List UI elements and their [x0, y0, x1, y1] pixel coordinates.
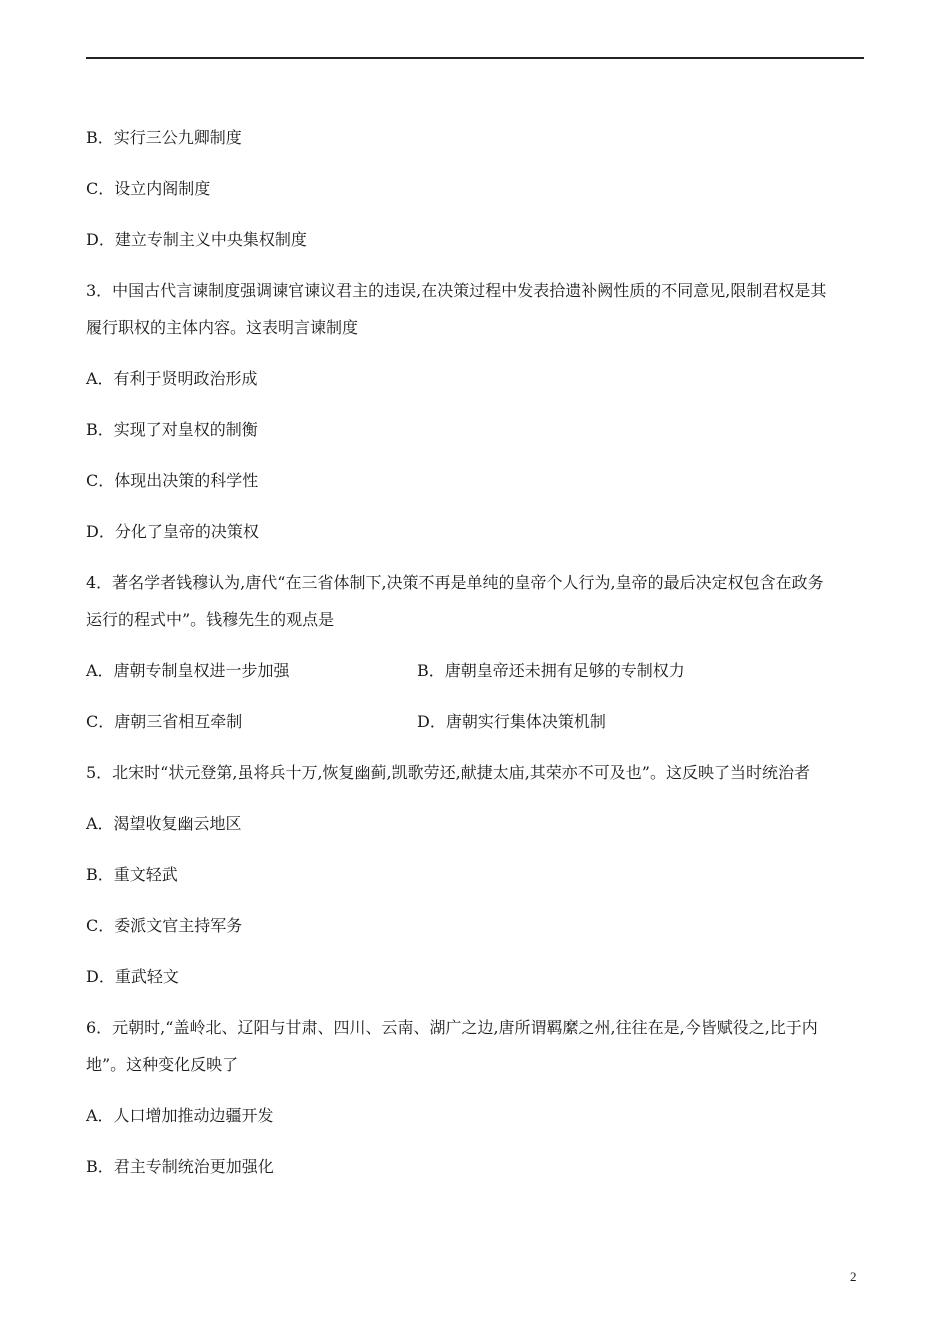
- q4-option-a: A．唐朝专制皇权进一步加强: [86, 661, 290, 680]
- q3-stem-line-2: 履行职权的主体内容。这表明言谏制度: [86, 318, 359, 337]
- header-rule: [86, 57, 864, 59]
- q5-option-c: C．委派文官主持军务: [86, 916, 243, 935]
- q6-stem-line-2: 地”。这种变化反映了: [86, 1055, 239, 1074]
- q5-option-d: D．重武轻文: [86, 967, 179, 986]
- q2-option-c: C．设立内阁制度: [86, 179, 211, 198]
- q4-stem-line-1: 4．著名学者钱穆认为,唐代“在三省体制下,决策不再是单纯的皇帝个人行为,皇帝的最后决定权包含在政务: [86, 573, 824, 592]
- q4-option-b: B．唐朝皇帝还未拥有足够的专制权力: [417, 661, 685, 680]
- q6-option-b: B．君主专制统治更加强化: [86, 1157, 274, 1176]
- q3-stem-line-1: 3．中国古代言谏制度强调谏官谏议君主的违误,在决策过程中发表拾遗补阙性质的不同意见,限制君权是其: [86, 281, 827, 300]
- q6-option-a: A．人口增加推动边疆开发: [86, 1106, 274, 1125]
- q3-option-d: D．分化了皇帝的决策权: [86, 522, 259, 541]
- q5-stem-line-1: 5．北宋时“状元登第,虽将兵十万,恢复幽蓟,凯歌劳还,献捷太庙,其荣亦不可及也”。这反映了当时统治者: [86, 763, 810, 782]
- q2-option-b: B．实行三公九卿制度: [86, 128, 242, 147]
- q4-option-c: C．唐朝三省相互牵制: [86, 712, 243, 731]
- q5-option-b: B．重文轻武: [86, 865, 178, 884]
- q5-option-a: A．渴望收复幽云地区: [86, 814, 242, 833]
- q4-stem-line-2: 运行的程式中”。钱穆先生的观点是: [86, 610, 335, 629]
- q2-option-d: D．建立专制主义中央集权制度: [86, 230, 307, 249]
- page-number: 2: [850, 1269, 857, 1284]
- q3-option-b: B．实现了对皇权的制衡: [86, 420, 258, 439]
- q6-stem-line-1: 6．元朝时,“盖岭北、辽阳与甘肃、四川、云南、湖广之边,唐所谓羁縻之州,往往在是,今皆赋役之,比于内: [86, 1018, 818, 1037]
- q3-option-a: A．有利于贤明政治形成: [86, 369, 258, 388]
- q3-option-c: C．体现出决策的科学性: [86, 471, 259, 490]
- q4-option-d: D．唐朝实行集体决策机制: [417, 712, 606, 731]
